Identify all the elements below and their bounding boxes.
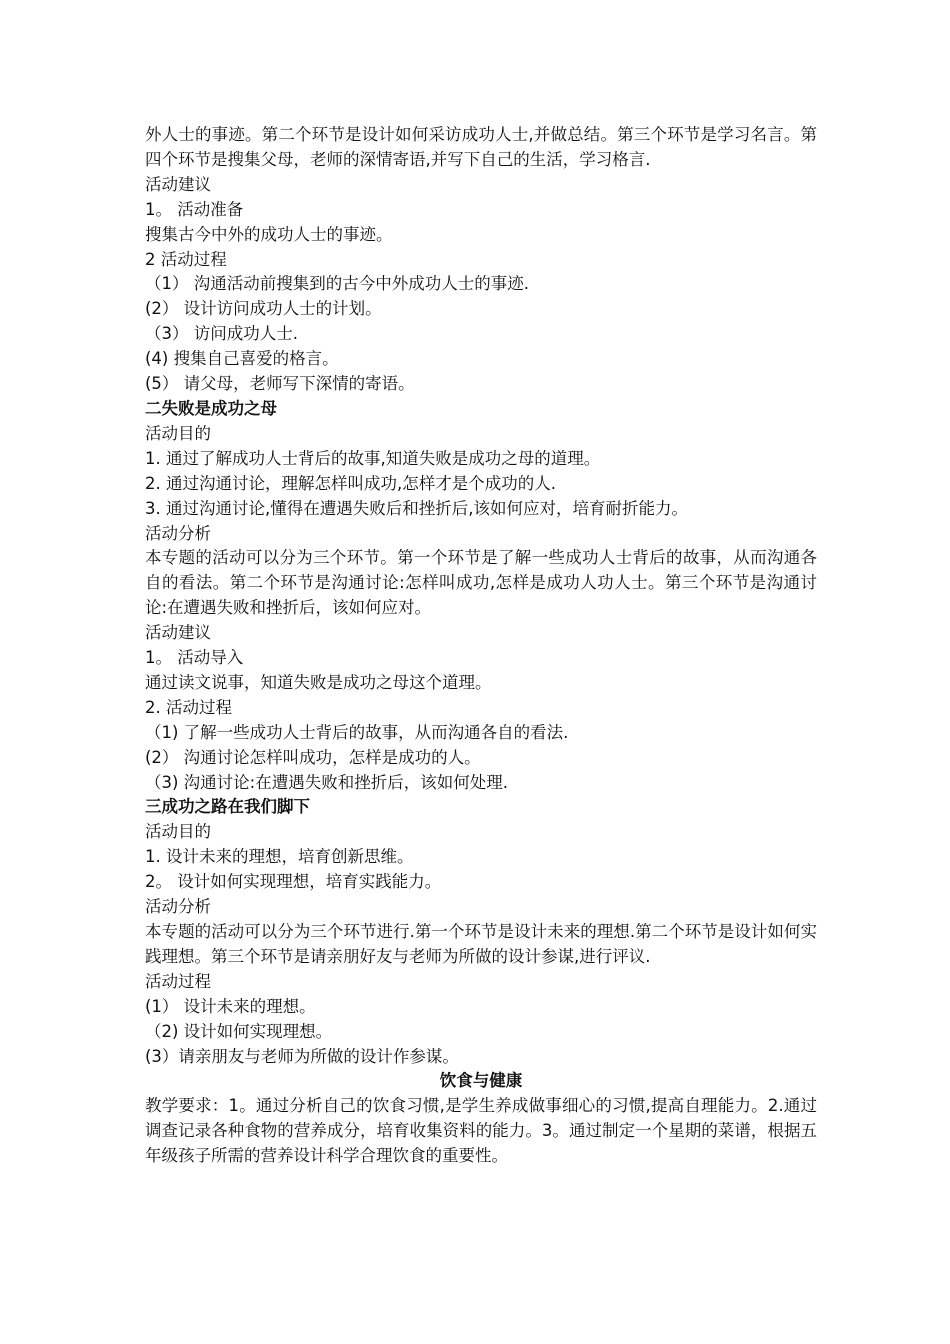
list-item: (4) 搜集自己喜爱的格言。 [145, 349, 339, 369]
lesson-title: 饮食与健康 [439, 1071, 523, 1091]
text-line: 通过读文说事，知道失败是成功之母这个道理。 [145, 672, 492, 692]
list-item: 1. 设计未来的理想，培育创新思维。 [145, 847, 414, 867]
section-heading-success-road: 三成功之路在我们脚下 [145, 797, 310, 817]
paragraph-analysis-success: 本专题的活动可以分为三个环节进行.第一个环节是设计未来的理想.第二个环节是设计如何实践理想。第三个环节是请亲朋好友与老师为所做的设计参谋,进行评议. [145, 922, 817, 966]
section-label-activity-process: 活动过程 [145, 971, 211, 991]
text-line: 搜集古今中外的成功人士的事迹。 [145, 224, 393, 244]
paragraph-teaching-requirements: 教学要求：1。通过分析自己的饮食习惯,是学生养成做事细心的习惯,提高自理能力。2.通过调查记录各种食物的营养成分，培育收集资料的能力。3。通过制定一个星期的菜谱，根据五年级孩子所需的营养设计科学合理饮食的重要性。 [145, 1096, 817, 1166]
list-item: (2） 沟通讨论怎样叫成功，怎样是成功的人。 [145, 747, 481, 767]
list-item: 1. 通过了解成功人士背后的故事,知道失败是成功之母的道理。 [145, 448, 601, 468]
list-item: （3） 访问成功人士. [145, 324, 298, 344]
section-label-activity-analysis: 活动分析 [145, 523, 211, 543]
list-item: (1） 设计未来的理想。 [145, 996, 316, 1016]
list-item: 2. 通过沟通讨论，理解怎样叫成功,怎样才是个成功的人. [145, 473, 556, 493]
section-label-activity-analysis: 活动分析 [145, 897, 211, 917]
document-page [145, 123, 817, 1169]
list-item: 2 活动过程 [145, 249, 227, 269]
section-label-activity-suggestions: 活动建议 [145, 623, 211, 643]
list-item: 1。 活动准备 [145, 199, 244, 219]
list-item: 1。 活动导入 [145, 648, 244, 668]
paragraph-analysis-failure: 本专题的活动可以分为三个环节。第一个环节是了解一些成功人士背后的故事，从而沟通各自的看法。第二个环节是沟通讨论:怎样叫成功,怎样是成功人功人士。第三个环节是沟通讨论:在遭遇失败和挫折后，该如何应对。 [145, 548, 817, 618]
list-item: 2. 活动过程 [145, 697, 232, 717]
list-item: （3) 沟通讨论:在遭遇失败和挫折后，该如何处理. [145, 772, 508, 792]
list-item: (3）请亲朋友与老师为所做的设计作参谋。 [145, 1046, 459, 1066]
section-label-activity-suggestions: 活动建议 [145, 174, 211, 194]
list-item: (5） 请父母，老师写下深情的寄语。 [145, 374, 415, 394]
paragraph-intro-continued: 外人士的事迹。第二个环节是设计如何采访成功人士,并做总结。第三个环节是学习名言。第四个环节是搜集父母，老师的深情寄语,并写下自己的生活，学习格言. [145, 125, 817, 169]
list-item: （2) 设计如何实现理想。 [145, 1021, 333, 1041]
section-heading-failure: 二失败是成功之母 [145, 398, 277, 418]
list-item: （1) 了解一些成功人士背后的故事，从而沟通各自的看法. [145, 722, 569, 742]
list-item: 3. 通过沟通讨论,懂得在遭遇失败后和挫折后,该如何应对，培育耐折能力。 [145, 498, 688, 518]
section-label-activity-goal: 活动目的 [145, 423, 211, 443]
section-label-activity-goal: 活动目的 [145, 822, 211, 842]
list-item: （1） 沟通活动前搜集到的古今中外成功人士的事迹. [145, 274, 529, 294]
list-item: (2） 设计访问成功人士的计划。 [145, 299, 382, 319]
list-item: 2。 设计如何实现理想，培育实践能力。 [145, 872, 442, 892]
